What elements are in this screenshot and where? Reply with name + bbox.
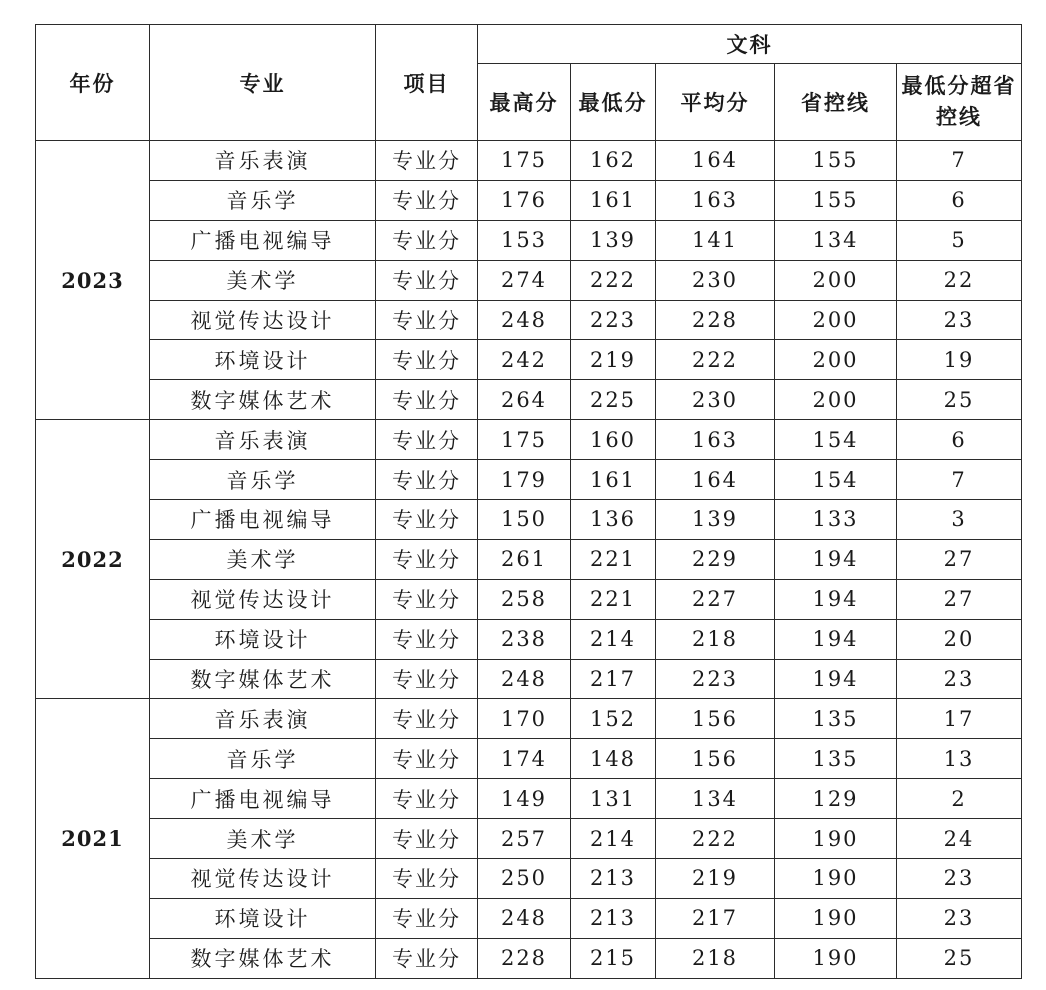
control-line-cell: 194 [775, 659, 897, 699]
header-major: 专业 [150, 25, 376, 141]
table-row [36, 659, 1022, 699]
item-cell: 专业分 [376, 380, 478, 420]
header-min: 最低分 [571, 64, 656, 141]
avg-score-cell: 141 [656, 220, 775, 260]
over-control-cell: 17 [897, 699, 1022, 739]
control-line-cell: 200 [775, 260, 897, 300]
item-cell: 专业分 [376, 460, 478, 500]
table-row [36, 260, 1022, 300]
header-avg: 平均分 [656, 64, 775, 141]
table-row [36, 340, 1022, 380]
control-line-cell: 190 [775, 938, 897, 978]
header-control: 省控线 [775, 64, 897, 141]
table-row [36, 898, 1022, 938]
over-control-cell: 2 [897, 779, 1022, 819]
table-row [36, 938, 1022, 978]
table-row [36, 180, 1022, 220]
item-cell: 专业分 [376, 260, 478, 300]
avg-score-cell: 227 [656, 579, 775, 619]
table-row [36, 699, 1022, 739]
max-score-cell: 248 [478, 300, 571, 340]
control-line-cell: 155 [775, 141, 897, 181]
item-cell: 专业分 [376, 220, 478, 260]
major-cell: 美术学 [150, 539, 376, 579]
over-control-cell: 20 [897, 619, 1022, 659]
max-score-cell: 248 [478, 898, 571, 938]
table-row [36, 300, 1022, 340]
header-group-liberal-arts: 文科 [478, 25, 1022, 64]
avg-score-cell: 222 [656, 340, 775, 380]
control-line-cell: 155 [775, 180, 897, 220]
control-line-cell: 134 [775, 220, 897, 260]
min-score-cell: 222 [571, 260, 656, 300]
over-control-cell: 7 [897, 141, 1022, 181]
major-cell: 广播电视编导 [150, 500, 376, 540]
item-cell: 专业分 [376, 938, 478, 978]
over-control-cell: 25 [897, 380, 1022, 420]
item-cell: 专业分 [376, 619, 478, 659]
max-score-cell: 228 [478, 938, 571, 978]
min-score-cell: 131 [571, 779, 656, 819]
major-cell: 环境设计 [150, 898, 376, 938]
min-score-cell: 161 [571, 180, 656, 220]
min-score-cell: 219 [571, 340, 656, 380]
max-score-cell: 174 [478, 739, 571, 779]
min-score-cell: 152 [571, 699, 656, 739]
avg-score-cell: 217 [656, 898, 775, 938]
item-cell: 专业分 [376, 300, 478, 340]
avg-score-cell: 156 [656, 699, 775, 739]
max-score-cell: 261 [478, 539, 571, 579]
avg-score-cell: 229 [656, 539, 775, 579]
major-cell: 音乐表演 [150, 141, 376, 181]
item-cell: 专业分 [376, 898, 478, 938]
max-score-cell: 274 [478, 260, 571, 300]
min-score-cell: 136 [571, 500, 656, 540]
item-cell: 专业分 [376, 699, 478, 739]
table-row [36, 220, 1022, 260]
avg-score-cell: 219 [656, 859, 775, 899]
major-cell: 环境设计 [150, 619, 376, 659]
major-cell: 音乐表演 [150, 420, 376, 460]
major-cell: 广播电视编导 [150, 220, 376, 260]
over-control-cell: 13 [897, 739, 1022, 779]
control-line-cell: 190 [775, 859, 897, 899]
table-row [36, 500, 1022, 540]
over-control-cell: 27 [897, 539, 1022, 579]
max-score-cell: 179 [478, 460, 571, 500]
max-score-cell: 264 [478, 380, 571, 420]
over-control-cell: 23 [897, 859, 1022, 899]
year-cell: 2023 [36, 141, 150, 420]
major-cell: 数字媒体艺术 [150, 380, 376, 420]
table-row [36, 420, 1022, 460]
min-score-cell: 139 [571, 220, 656, 260]
control-line-cell: 194 [775, 539, 897, 579]
item-cell: 专业分 [376, 859, 478, 899]
avg-score-cell: 223 [656, 659, 775, 699]
max-score-cell: 238 [478, 619, 571, 659]
min-score-cell: 215 [571, 938, 656, 978]
over-control-cell: 7 [897, 460, 1022, 500]
avg-score-cell: 218 [656, 938, 775, 978]
min-score-cell: 221 [571, 539, 656, 579]
header-item: 项目 [376, 25, 478, 141]
min-score-cell: 148 [571, 739, 656, 779]
over-control-cell: 23 [897, 300, 1022, 340]
major-cell: 视觉传达设计 [150, 859, 376, 899]
item-cell: 专业分 [376, 779, 478, 819]
control-line-cell: 190 [775, 898, 897, 938]
max-score-cell: 242 [478, 340, 571, 380]
header-max: 最高分 [478, 64, 571, 141]
table-row [36, 779, 1022, 819]
over-control-cell: 6 [897, 180, 1022, 220]
table-row [36, 460, 1022, 500]
avg-score-cell: 156 [656, 739, 775, 779]
control-line-cell: 190 [775, 819, 897, 859]
avg-score-cell: 222 [656, 819, 775, 859]
avg-score-cell: 230 [656, 380, 775, 420]
item-cell: 专业分 [376, 141, 478, 181]
control-line-cell: 154 [775, 460, 897, 500]
table-body [36, 141, 1022, 979]
over-control-cell: 23 [897, 898, 1022, 938]
max-score-cell: 170 [478, 699, 571, 739]
control-line-cell: 129 [775, 779, 897, 819]
min-score-cell: 217 [571, 659, 656, 699]
min-score-cell: 213 [571, 859, 656, 899]
year-cell: 2022 [36, 420, 150, 699]
min-score-cell: 225 [571, 380, 656, 420]
avg-score-cell: 139 [656, 500, 775, 540]
score-table [35, 24, 1022, 979]
table-row [36, 739, 1022, 779]
max-score-cell: 150 [478, 500, 571, 540]
control-line-cell: 133 [775, 500, 897, 540]
over-control-cell: 27 [897, 579, 1022, 619]
item-cell: 专业分 [376, 579, 478, 619]
major-cell: 视觉传达设计 [150, 579, 376, 619]
control-line-cell: 200 [775, 380, 897, 420]
min-score-cell: 223 [571, 300, 656, 340]
major-cell: 美术学 [150, 260, 376, 300]
major-cell: 美术学 [150, 819, 376, 859]
item-cell: 专业分 [376, 340, 478, 380]
min-score-cell: 162 [571, 141, 656, 181]
table-row [36, 141, 1022, 181]
table-row [36, 619, 1022, 659]
over-control-cell: 22 [897, 260, 1022, 300]
min-score-cell: 161 [571, 460, 656, 500]
header-year: 年份 [36, 25, 150, 141]
avg-score-cell: 163 [656, 420, 775, 460]
avg-score-cell: 163 [656, 180, 775, 220]
min-score-cell: 221 [571, 579, 656, 619]
control-line-cell: 154 [775, 420, 897, 460]
over-control-cell: 24 [897, 819, 1022, 859]
control-line-cell: 135 [775, 739, 897, 779]
item-cell: 专业分 [376, 539, 478, 579]
min-score-cell: 214 [571, 819, 656, 859]
major-cell: 数字媒体艺术 [150, 938, 376, 978]
year-cell: 2021 [36, 699, 150, 978]
item-cell: 专业分 [376, 180, 478, 220]
item-cell: 专业分 [376, 420, 478, 460]
max-score-cell: 250 [478, 859, 571, 899]
table-header [36, 25, 1022, 141]
max-score-cell: 175 [478, 420, 571, 460]
over-control-cell: 6 [897, 420, 1022, 460]
control-line-cell: 135 [775, 699, 897, 739]
avg-score-cell: 164 [656, 460, 775, 500]
table-row [36, 819, 1022, 859]
item-cell: 专业分 [376, 739, 478, 779]
table-row [36, 859, 1022, 899]
max-score-cell: 258 [478, 579, 571, 619]
min-score-cell: 160 [571, 420, 656, 460]
max-score-cell: 176 [478, 180, 571, 220]
major-cell: 视觉传达设计 [150, 300, 376, 340]
major-cell: 音乐学 [150, 180, 376, 220]
max-score-cell: 175 [478, 141, 571, 181]
table-row [36, 380, 1022, 420]
item-cell: 专业分 [376, 500, 478, 540]
avg-score-cell: 230 [656, 260, 775, 300]
header-over: 最低分超省控线 [897, 64, 1022, 141]
item-cell: 专业分 [376, 659, 478, 699]
over-control-cell: 23 [897, 659, 1022, 699]
major-cell: 音乐学 [150, 460, 376, 500]
avg-score-cell: 164 [656, 141, 775, 181]
header-row-1 [36, 25, 1022, 64]
major-cell: 音乐表演 [150, 699, 376, 739]
avg-score-cell: 228 [656, 300, 775, 340]
over-control-cell: 25 [897, 938, 1022, 978]
over-control-cell: 5 [897, 220, 1022, 260]
over-control-cell: 19 [897, 340, 1022, 380]
control-line-cell: 200 [775, 300, 897, 340]
avg-score-cell: 218 [656, 619, 775, 659]
control-line-cell: 200 [775, 340, 897, 380]
item-cell: 专业分 [376, 819, 478, 859]
max-score-cell: 248 [478, 659, 571, 699]
major-cell: 环境设计 [150, 340, 376, 380]
table-row [36, 539, 1022, 579]
min-score-cell: 213 [571, 898, 656, 938]
max-score-cell: 257 [478, 819, 571, 859]
control-line-cell: 194 [775, 579, 897, 619]
major-cell: 数字媒体艺术 [150, 659, 376, 699]
avg-score-cell: 134 [656, 779, 775, 819]
max-score-cell: 153 [478, 220, 571, 260]
major-cell: 广播电视编导 [150, 779, 376, 819]
max-score-cell: 149 [478, 779, 571, 819]
min-score-cell: 214 [571, 619, 656, 659]
table-row [36, 579, 1022, 619]
major-cell: 音乐学 [150, 739, 376, 779]
over-control-cell: 3 [897, 500, 1022, 540]
control-line-cell: 194 [775, 619, 897, 659]
